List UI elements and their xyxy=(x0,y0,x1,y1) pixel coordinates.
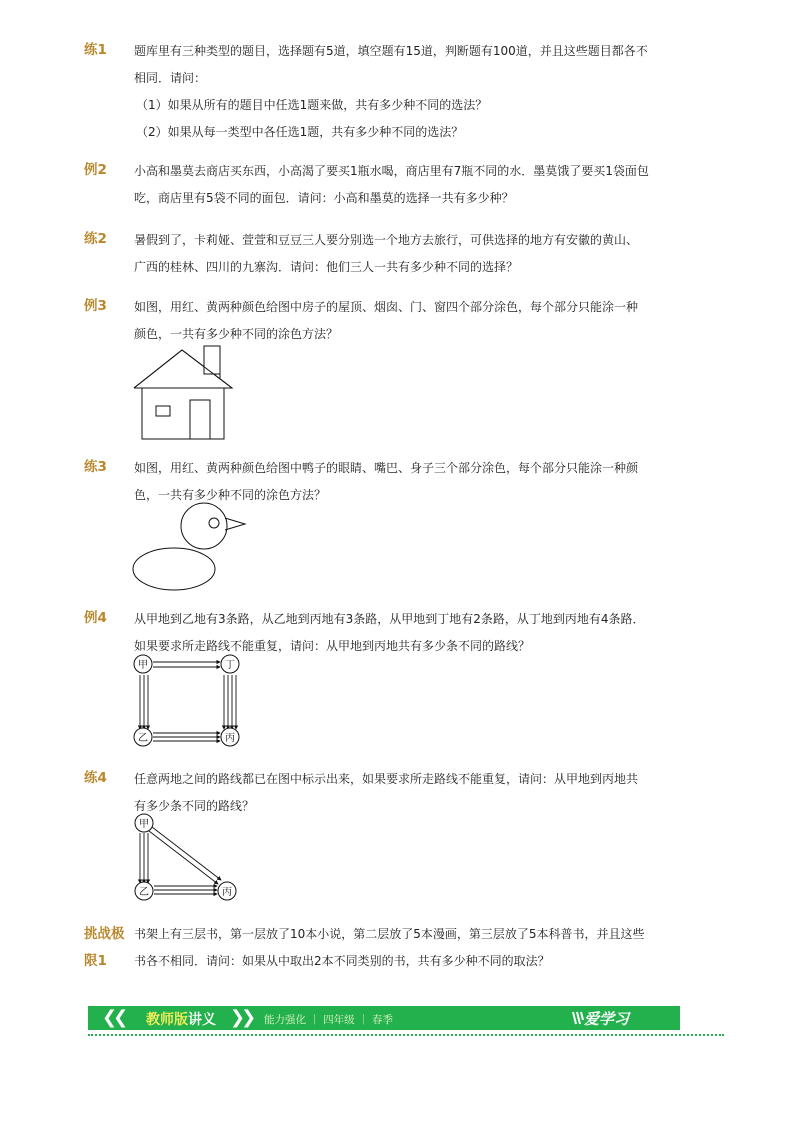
route-diagram-ex4 xyxy=(128,652,244,748)
footer-course-info: 能力强化 ｜ 四年级 ｜ 春季 xyxy=(264,1014,393,1026)
sub-question: （2）如果从每一类型中各任选1题，共有多少种不同的选法？ xyxy=(136,125,464,139)
problem-text xyxy=(134,921,724,975)
problem-line: 有多少条不同的路线？ xyxy=(134,799,255,813)
footer-bar xyxy=(88,1006,680,1030)
house-chimney-body xyxy=(204,346,220,374)
problem-line: 小高和墨莫去商店买东西，小高渴了要买1瓶水喝，商店里有7瓶不同的水．墨莫饿了要买1袋面包 xyxy=(134,164,649,178)
problem-tag: 练1 xyxy=(84,42,107,58)
footer-dotted-line xyxy=(88,1034,724,1036)
problem-line: 暑假到了，卡莉娅、萱萱和豆豆三人要分别选一个地方去旅行，可供选择的地方有安徽的黄山、 xyxy=(134,233,639,247)
node-label-yi: 乙 xyxy=(138,733,148,744)
problem-line: 颜色，一共有多少种不同的涂色方法？ xyxy=(134,327,339,341)
problem-tag: 练2 xyxy=(84,231,107,247)
footer-teacher-b: 讲义 xyxy=(188,1012,216,1028)
house-window xyxy=(156,406,170,416)
problem-tag xyxy=(84,921,125,975)
chevron-left-icon: ❮❮ xyxy=(102,1007,125,1028)
house-body xyxy=(142,388,224,439)
node-label-bing: 丙 xyxy=(225,733,235,744)
node-label-bing: 丙 xyxy=(222,887,232,898)
problem-line: 如图，用红、黄两种颜色给图中房子的屋顶、烟囱、门、窗四个部分涂色，每个部分只能涂一种 xyxy=(134,300,639,314)
chevron-right-icon: ❯❯ xyxy=(230,1007,253,1028)
problem-line: 任意两地之间的路线都已在图中标示出来，如果要求所走路线不能重复，请问：从甲地到丙地共 xyxy=(134,772,639,786)
problem-text xyxy=(134,158,724,212)
problem-text xyxy=(134,227,724,281)
node-label-ding: 丁 xyxy=(225,660,235,671)
problem-line: 如图，用红、黄两种颜色给图中鸭子的眼睛、嘴巴、身子三个部分涂色，每个部分只能涂一种颜 xyxy=(134,461,639,475)
problem-line: 书各不相同．请问：如果从中取出2本不同类别的书，共有多少种不同的取法？ xyxy=(134,954,550,968)
house-figure xyxy=(130,344,234,440)
problem-text xyxy=(134,455,724,509)
page-footer xyxy=(88,1006,728,1036)
problem-line: 色，一共有多少种不同的涂色方法？ xyxy=(134,488,327,502)
duck-body xyxy=(133,548,215,590)
duck-beak xyxy=(225,518,245,530)
duck-figure xyxy=(130,502,250,594)
node-label-jia: 甲 xyxy=(138,660,148,671)
node-label-jia: 甲 xyxy=(139,819,149,830)
problem-line: 相同．请问： xyxy=(134,71,207,85)
problem-line: 广西的桂林、四川的九寨沟．请问：他们三人一共有多少种不同的选择？ xyxy=(134,260,519,274)
footer-teacher-edition xyxy=(146,1009,216,1029)
problem-tag: 例3 xyxy=(84,298,107,314)
problem-tag-line: 限1 xyxy=(84,953,107,969)
problem-line: 从甲地到乙地有3条路，从乙地到丙地有3条路，从甲地到丁地有2条路，从丁地到丙地有4条路． xyxy=(134,612,645,626)
sub-question: （1）如果从所有的题目中任选1题来做，共有多少种不同的选法？ xyxy=(136,98,488,112)
duck-head xyxy=(181,503,227,549)
house-door xyxy=(190,400,210,439)
problem-tag: 练4 xyxy=(84,770,107,786)
problem-tag: 练3 xyxy=(84,459,107,475)
problem-line: 吃，商店里有5袋不同的面包．请问：小高和墨莫的选择一共有多少种？ xyxy=(134,191,514,205)
node-label-yi: 乙 xyxy=(139,887,149,898)
problem-text xyxy=(134,294,724,348)
problem-tag: 例4 xyxy=(84,610,107,626)
problem-line: 如果要求所走路线不能重复，请问：从甲地到丙地共有多少条不同的路线？ xyxy=(134,639,531,653)
footer-teacher-a: 教师版 xyxy=(146,1012,188,1028)
duck-eye xyxy=(209,518,219,528)
problem-tag-line: 挑战极 xyxy=(84,926,125,942)
route-diagram-pr4 xyxy=(130,812,242,904)
brand-logo-icon xyxy=(572,1010,584,1026)
footer-brand: 爱学习 xyxy=(584,1010,630,1028)
problem-tag: 例2 xyxy=(84,162,107,178)
problem-line: 题库里有三种类型的题目，选择题有5道，填空题有15道，判断题有100道，并且这些题目都各不 xyxy=(134,44,648,58)
problem-text xyxy=(134,38,724,146)
problem-line: 书架上有三层书，第一层放了10本小说，第二层放了5本漫画，第三层放了5本科普书，并且这些 xyxy=(134,927,645,941)
